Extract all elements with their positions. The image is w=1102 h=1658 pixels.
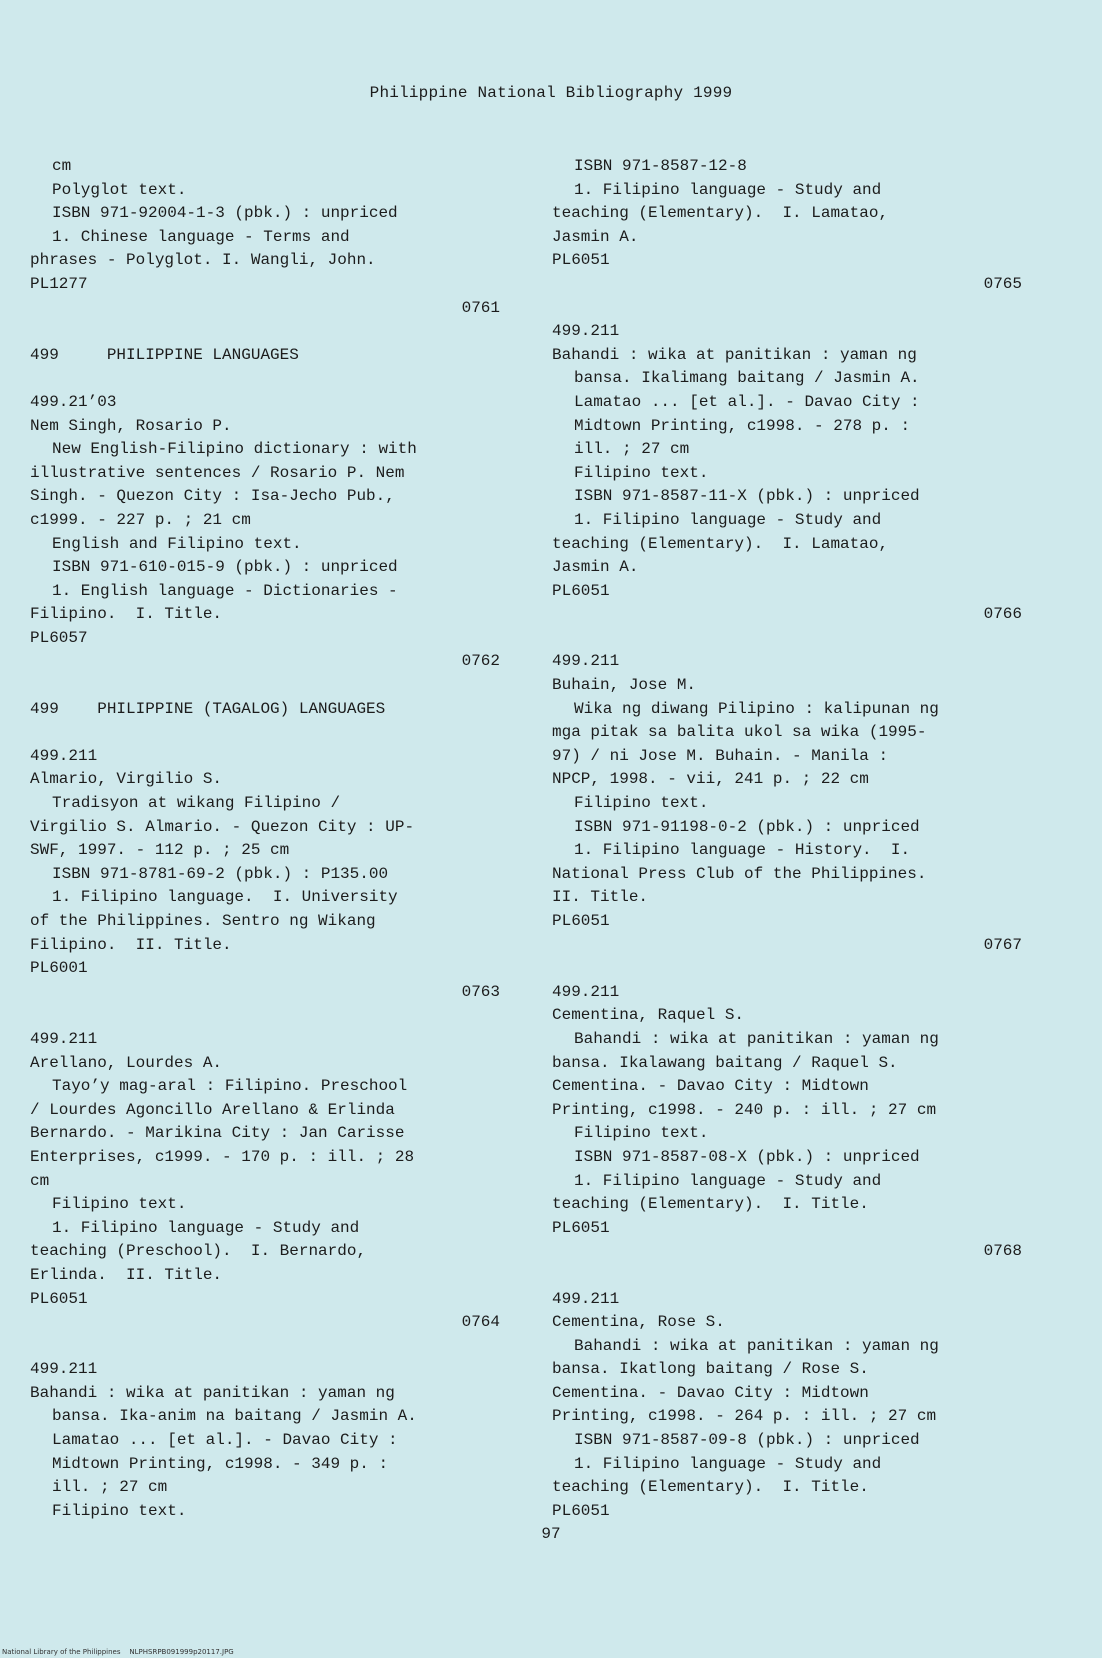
page-title: Philippine National Bibliography 1999 — [369, 84, 733, 102]
entry-line: PL6057 — [30, 628, 88, 647]
entry-line: ISBN 971-610-015-9 (pbk.) : unpriced — [52, 558, 398, 577]
entry-line: Filipino text. — [52, 1501, 187, 1520]
entry-line: Almario, Virgilio S. — [30, 770, 223, 789]
entry-line: Cementina. - Davao City : Midtown — [552, 1077, 869, 1096]
entry-line: ISBN 971-8587-08-X (pbk.) : unpriced — [574, 1147, 920, 1166]
entry-line: Filipino text. — [574, 1124, 709, 1143]
entry-line: 499.211 — [30, 746, 98, 765]
entry-line: Jasmin A. — [552, 227, 639, 246]
entry-line: Bahandi : wika at panitikan : yaman ng — [30, 1383, 395, 1402]
entry-line: English and Filipino text. — [52, 534, 302, 553]
entry-line: 499 PHILIPPINE LANGUAGES — [30, 345, 299, 364]
entry-gap — [552, 297, 1022, 321]
entry-line: Buhain, Jose M. — [552, 676, 697, 695]
entry-line: Singh. - Quezon City : Isa-Jecho Pub., — [30, 487, 395, 506]
entry-number: 0765 — [983, 274, 1022, 293]
entry-line: 499.211 — [30, 1360, 98, 1379]
entry-line: 499.21’03 — [30, 392, 117, 411]
entry-gap — [30, 721, 500, 745]
entry-line: Cementina, Rose S. — [552, 1313, 725, 1332]
entry-line: teaching (Elementary). I. Lamatao, — [552, 534, 889, 553]
entry-line: Bernardo. - Marikina City : Jan Carisse — [30, 1124, 405, 1143]
entry-line: Bahandi : wika at panitikan : yaman ng — [574, 1029, 939, 1048]
entry-line: Filipino text. — [574, 794, 709, 813]
entry-line: 1. Filipino language - Study and — [574, 1171, 882, 1190]
entry-line: Nem Singh, Rosario P. — [30, 416, 232, 435]
entry-line: 499.211 — [552, 322, 620, 341]
entry-number: 0766 — [983, 605, 1022, 624]
entry-line: 499.211 — [30, 1029, 98, 1048]
entry-line: teaching (Elementary). I. Title. — [552, 1195, 869, 1214]
entry-line: Filipino. II. Title. — [30, 935, 232, 954]
entry-line: National Press Club of the Philippines. — [552, 864, 927, 883]
entry-line: teaching (Elementary). I. Title. — [552, 1478, 869, 1497]
entry-gap — [30, 367, 500, 391]
entry-line: Arellano, Lourdes A. — [30, 1053, 223, 1072]
entry-line: Polyglot text. — [52, 180, 187, 199]
entry-line: Lamatao ... [et al.]. - Davao City : — [574, 392, 920, 411]
entry-line: cm — [30, 1171, 50, 1190]
entry-number: 0768 — [983, 1242, 1022, 1261]
entry-line: Filipino. I. Title. — [30, 605, 223, 624]
entry-line: ISBN 971-8587-09-8 (pbk.) : unpriced — [574, 1431, 920, 1450]
entry-gap — [552, 957, 1022, 981]
entry-line: Jasmin A. — [552, 558, 639, 577]
entry-line: 97) / ni Jose M. Buhain. - Manila : — [552, 746, 889, 765]
entry-line: bansa. Ika-anim na baitang / Jasmin A. — [52, 1407, 417, 1426]
entry-line: New English-Filipino dictionary : with — [52, 440, 417, 459]
entry-line: PL6051 — [30, 1289, 88, 1308]
entry-line: 499.211 — [552, 1289, 620, 1308]
entry-gap — [30, 674, 500, 698]
entry-line: 1. English language - Dictionaries - — [52, 581, 398, 600]
entry-number: 0762 — [461, 652, 500, 671]
entry-line: PL6051 — [552, 912, 610, 930]
entry-number: 0763 — [461, 982, 500, 1001]
entry-line: Printing, c1998. - 264 p. : ill. ; 27 cm — [552, 1407, 937, 1426]
entry-line: PL6051 — [552, 581, 610, 600]
entry-number: 0767 — [983, 935, 1022, 954]
entry-line: 1. Filipino language - Study and — [574, 180, 882, 199]
left-column — [30, 155, 500, 1523]
entry-line: 1. Filipino language. I. University — [52, 888, 398, 907]
entry-line: ISBN 971-8587-12-8 — [574, 157, 747, 175]
entry-line: Erlinda. II. Title. — [30, 1265, 223, 1284]
entry-line: 499 PHILIPPINE (TAGALOG) LANGUAGES — [30, 699, 386, 718]
entry-line: bansa. Ikatlong baitang / Rose S. — [552, 1360, 869, 1379]
entry-line: phrases - Polyglot. I. Wangli, John. — [30, 251, 376, 270]
entry-line: Virgilio S. Almario. - Quezon City : UP- — [30, 817, 415, 836]
entry-line: 1. Filipino language - Study and — [574, 1454, 882, 1473]
entry-line: Cementina, Raquel S. — [552, 1006, 745, 1025]
entry-line: PL6051 — [552, 1501, 610, 1520]
entry-line: Bahandi : wika at panitikan : yaman ng — [552, 345, 917, 364]
entry-line: Enterprises, c1999. - 170 p. : ill. ; 28 — [30, 1147, 415, 1166]
entry-line: Filipino text. — [52, 1195, 187, 1214]
entry-line: mga pitak sa balita ukol sa wika (1995- — [552, 723, 927, 742]
entry-line: Wika ng diwang Pilipino : kalipunan ng — [574, 699, 939, 718]
entry-line: NPCP, 1998. - vii, 241 p. ; 22 cm — [552, 770, 869, 789]
entry-line: II. Title. — [552, 888, 649, 907]
entry-line: teaching (Elementary). I. Lamatao, — [552, 204, 889, 223]
entry-line: ISBN 971-91198-0-2 (pbk.) : unpriced — [574, 817, 920, 836]
entry-line: Lamatao ... [et al.]. - Davao City : — [52, 1431, 398, 1450]
entry-line: Midtown Printing, c1998. - 349 p. : — [52, 1454, 389, 1473]
entry-line: ill. ; 27 cm — [52, 1478, 168, 1497]
entry-line: bansa. Ikalawang baitang / Raquel S. — [552, 1053, 898, 1072]
entry-line: ill. ; 27 cm — [574, 440, 690, 459]
entry-line: PL6051 — [552, 1218, 610, 1237]
entry-gap — [30, 1335, 500, 1359]
entry-line: cm — [52, 157, 72, 175]
entry-line: Cementina. - Davao City : Midtown — [552, 1383, 869, 1402]
entry-gap — [552, 627, 1022, 651]
entry-line: Bahandi : wika at panitikan : yaman ng — [574, 1336, 939, 1355]
entry-line: ISBN 971-8587-11-X (pbk.) : unpriced — [574, 487, 920, 506]
entry-line: Tradisyon at wikang Filipino / — [52, 794, 341, 813]
entry-line: ISBN 971-8781-69-2 (pbk.) : P135.00 — [52, 864, 389, 883]
entry-line: illustrative sentences / Rosario P. Nem — [30, 463, 405, 482]
entry-line: PL6001 — [30, 959, 88, 978]
scan-footer: National Library of the Philippines NLPHSRPB091999p20117.JPG — [2, 1648, 234, 1656]
entry-line: SWF, 1997. - 112 p. ; 25 cm — [30, 841, 290, 860]
entry-line: Printing, c1998. - 240 p. : ill. ; 27 cm — [552, 1100, 937, 1119]
entry-line: PL1277 — [30, 274, 88, 293]
entry-gap — [30, 320, 500, 344]
entry-line: 499.211 — [552, 982, 620, 1001]
entry-line: 1. Filipino language - Study and — [574, 510, 882, 529]
entry-number: 0764 — [461, 1313, 500, 1332]
entry-line: of the Philippines. Sentro ng Wikang — [30, 912, 376, 930]
right-column — [552, 155, 1022, 1523]
entry-line: 1. Filipino language - Study and — [52, 1218, 360, 1237]
entry-line: Tayo’y mag-aral : Filipino. Preschool — [52, 1077, 408, 1096]
page-number: 97 — [541, 1525, 561, 1543]
entry-line: bansa. Ikalimang baitang / Jasmin A. — [574, 369, 920, 388]
entry-line: PL6051 — [552, 251, 610, 270]
entry-line: 1. Filipino language - History. I. — [574, 841, 911, 860]
entry-line: c1999. - 227 p. ; 21 cm — [30, 510, 251, 529]
entry-line: Filipino text. — [574, 463, 709, 482]
entry-gap — [552, 1264, 1022, 1288]
entry-line: Midtown Printing, c1998. - 278 p. : — [574, 416, 911, 435]
entry-line: teaching (Preschool). I. Bernardo, — [30, 1242, 367, 1261]
entry-line: ISBN 971-92004-1-3 (pbk.) : unpriced — [52, 204, 398, 223]
entry-gap — [30, 1004, 500, 1028]
entry-number: 0761 — [461, 298, 500, 317]
entry-line: 1. Chinese language - Terms and — [52, 227, 350, 246]
entry-line: 499.211 — [552, 652, 620, 671]
entry-line: / Lourdes Agoncillo Arellano & Erlinda — [30, 1100, 395, 1119]
